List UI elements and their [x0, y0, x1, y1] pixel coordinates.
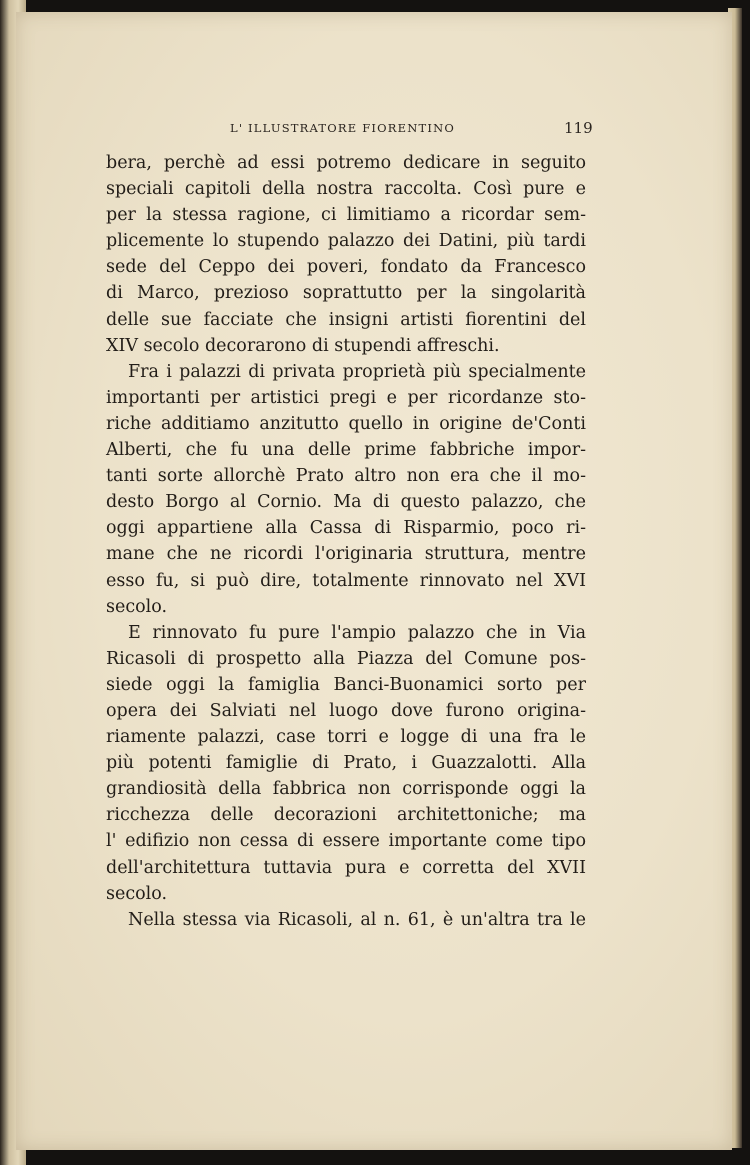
paragraph [106, 359, 586, 620]
text-line: Nella stessa via Ricasoli, al n. 61, è un'altra tra le [128, 909, 586, 930]
text-line: oggi appartiene alla Cassa di Risparmio, poco ri- [106, 518, 586, 539]
text-line: Ricasoli di prospetto alla Piazza del Comune pos- [106, 648, 586, 669]
text-line: secolo. [106, 883, 168, 904]
text-line: ricchezza delle decorazioni architettoniche; ma [106, 805, 586, 826]
text-line: opera dei Salviati nel luogo dove furono origina- [106, 700, 586, 721]
text-line: sede del Ceppo dei poveri, fondato da Francesco [106, 257, 586, 278]
text-line: dell'architettura tuttavia pura e corretta del XVII [106, 857, 586, 878]
paragraph [106, 150, 586, 359]
text-line: mane che ne ricordi l'originaria struttura, mentre [106, 544, 586, 565]
text-line: delle sue facciate che insigni artisti fiorentini del [106, 309, 586, 330]
text-line: plicemente lo stupendo palazzo dei Datini, più tardi [106, 231, 586, 252]
body-text [106, 150, 586, 933]
running-title: L' ILLUSTRATORE FIORENTINO [230, 121, 455, 135]
text-line: Fra i palazzi di privata proprietà più specialmente [128, 361, 586, 382]
paragraph [106, 620, 586, 907]
text-line: per la stessa ragione, ci limitiamo a ricordar sem- [106, 205, 586, 226]
text-line: di Marco, prezioso soprattutto per la singolarità [106, 283, 586, 304]
text-line: XIV secolo decorarono di stupendi affreschi. [106, 335, 500, 356]
text-line: siede oggi la famiglia Banci-Buonamici sorto per [106, 674, 586, 695]
text-line: esso fu, si può dire, totalmente rinnovato nel XVI [106, 570, 586, 591]
text-line: più potenti famiglie di Prato, i Guazzalotti. Alla [106, 753, 586, 774]
text-line: bera, perchè ad essi potremo dedicare in seguito [106, 153, 586, 173]
text-line: importanti per artistici pregi e per ricordanze sto- [106, 387, 586, 408]
page-number: 119 [564, 119, 593, 137]
paragraph [106, 907, 586, 933]
text-line: l' edifizio non cessa di essere importante come tipo [106, 831, 586, 852]
text-line: secolo. [106, 596, 168, 617]
text-line: E rinnovato fu pure l'ampio palazzo che in Via [128, 622, 586, 643]
text-line: grandiosità della fabbrica non corrisponde oggi la [106, 779, 586, 800]
text-line: desto Borgo al Cornio. Ma di questo palazzo, che [106, 492, 586, 513]
text-line: tanti sorte allorchè Prato altro non era che il mo- [106, 466, 586, 487]
text-line: Alberti, che fu una delle prime fabbriche impor- [106, 440, 586, 461]
text-line: speciali capitoli della nostra raccolta. Così pure e [106, 179, 586, 200]
text-line: riche additiamo anzitutto quello in origine de'Conti [106, 413, 586, 434]
text-line: riamente palazzi, case torri e logge di una fra le [106, 727, 586, 748]
